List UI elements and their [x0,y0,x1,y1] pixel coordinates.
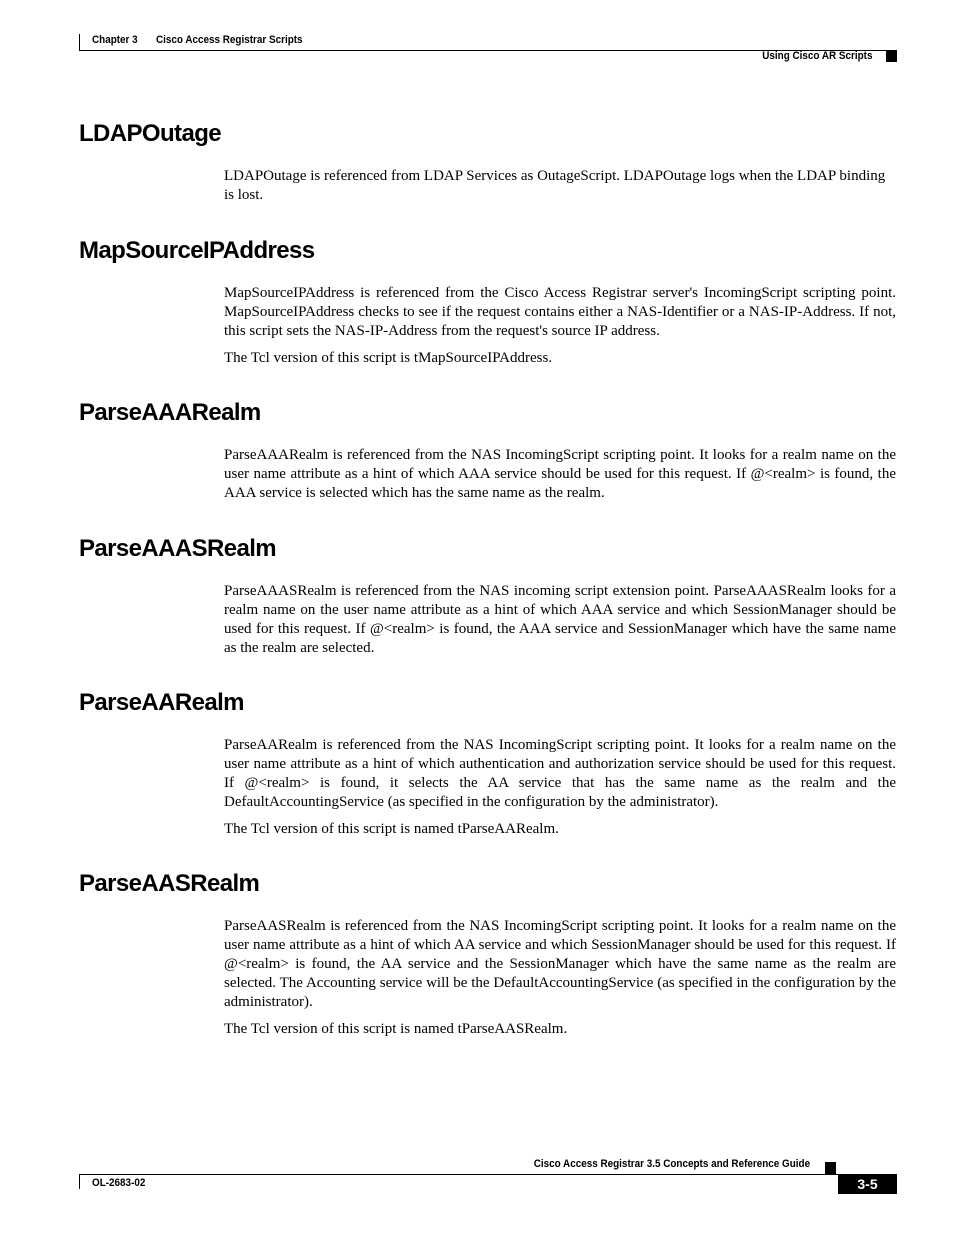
paragraph: ParseAASRealm is referenced from the NAS IncomingScript scripting point. It looks for a realm name on the user name attribute as a hint of which AA service and which SessionManager should be used for this request. If @<realm> is found, the AA service and the SessionManager which have the same name as the realm are selected. The Accounting service will be the DefaultAccountingService (as specified in the configuration by the administrator). [224,918,896,1010]
footer-doc-number: OL-2683-02 [92,1177,146,1189]
paragraph: MapSourceIPAddress is referenced from the Cisco Access Registrar server's IncomingScript scripting point. MapSourceIPAddress checks to see if the request contains either a NAS-Identifier or a NAS-IP-Address. If not, this script sets the NAS-IP-Address from the request's source IP address. [224,285,896,339]
section-title-parseaasrealm: ParseAASRealm [79,870,260,897]
section-body-parseaaasrealm [224,582,896,666]
paragraph: ParseAARealm is referenced from the NAS IncomingScript scripting point. It looks for a realm name on the user name attribute as a hint of which authentication and authorization service should be used for this request. If @<realm> is found, it selects the AA service that has the same name as the realm and the DefaultAccountingService (as specified in the configuration by the administrator). [224,737,896,810]
paragraph: The Tcl version of this script is named tParseAARealm. [224,821,559,837]
section-body-parseaarealm [224,736,896,847]
section-title-parseaarealm: ParseAARealm [79,689,244,716]
paragraph: The Tcl version of this script is tMapSourceIPAddress. [224,350,553,366]
section-title-parseaaarealm: ParseAAARealm [79,399,261,426]
header-section-title: Using Cisco AR Scripts [761,50,872,62]
header-marker-block [886,51,897,62]
header-left-rule [79,34,80,50]
section-body-parseaaarealm [224,446,896,511]
paragraph: ParseAAARealm is referenced from the NAS IncomingScript scripting point. It looks for a realm name on the user name attribute as a hint of which AAA service should be used for this request. If @<realm> is found, the AAA service is selected which has the same name as the realm. [224,447,896,501]
section-body-parseaasrealm [224,917,896,1047]
section-body-ldapoutage [224,167,896,213]
header-chapter: Chapter 3 [92,34,138,46]
footer-left-rule [79,1174,80,1189]
paragraph: LDAPOutage is referenced from LDAP Services as OutageScript. LDAPOutage logs when the LDAP binding is lost. [224,168,886,203]
paragraph: The Tcl version of this script is named tParseAASRealm. [224,1021,568,1037]
section-title-mapsourceipaddress: MapSourceIPAddress [79,237,315,264]
footer-rule [79,1174,897,1175]
section-title-parseaaasrealm: ParseAAASRealm [79,535,277,562]
section-title-ldapoutage: LDAPOutage [79,120,222,147]
paragraph: ParseAAASRealm is referenced from the NAS incoming script extension point. ParseAAASRealm looks for a realm name on the user name attribute as a hint of which AAA service and which SessionManager should be used for this request. If @<realm> is found, the AAA service and SessionManager which have the same name as the realm are selected. [224,583,896,656]
section-body-mapsourceipaddress [224,284,896,376]
footer-marker-block [825,1162,836,1174]
footer-guide-title: Cisco Access Registrar 3.5 Concepts and Reference Guide [533,1158,810,1170]
footer-page-number: 3-5 [838,1175,897,1194]
header-chapter-title: Cisco Access Registrar Scripts [156,34,303,46]
